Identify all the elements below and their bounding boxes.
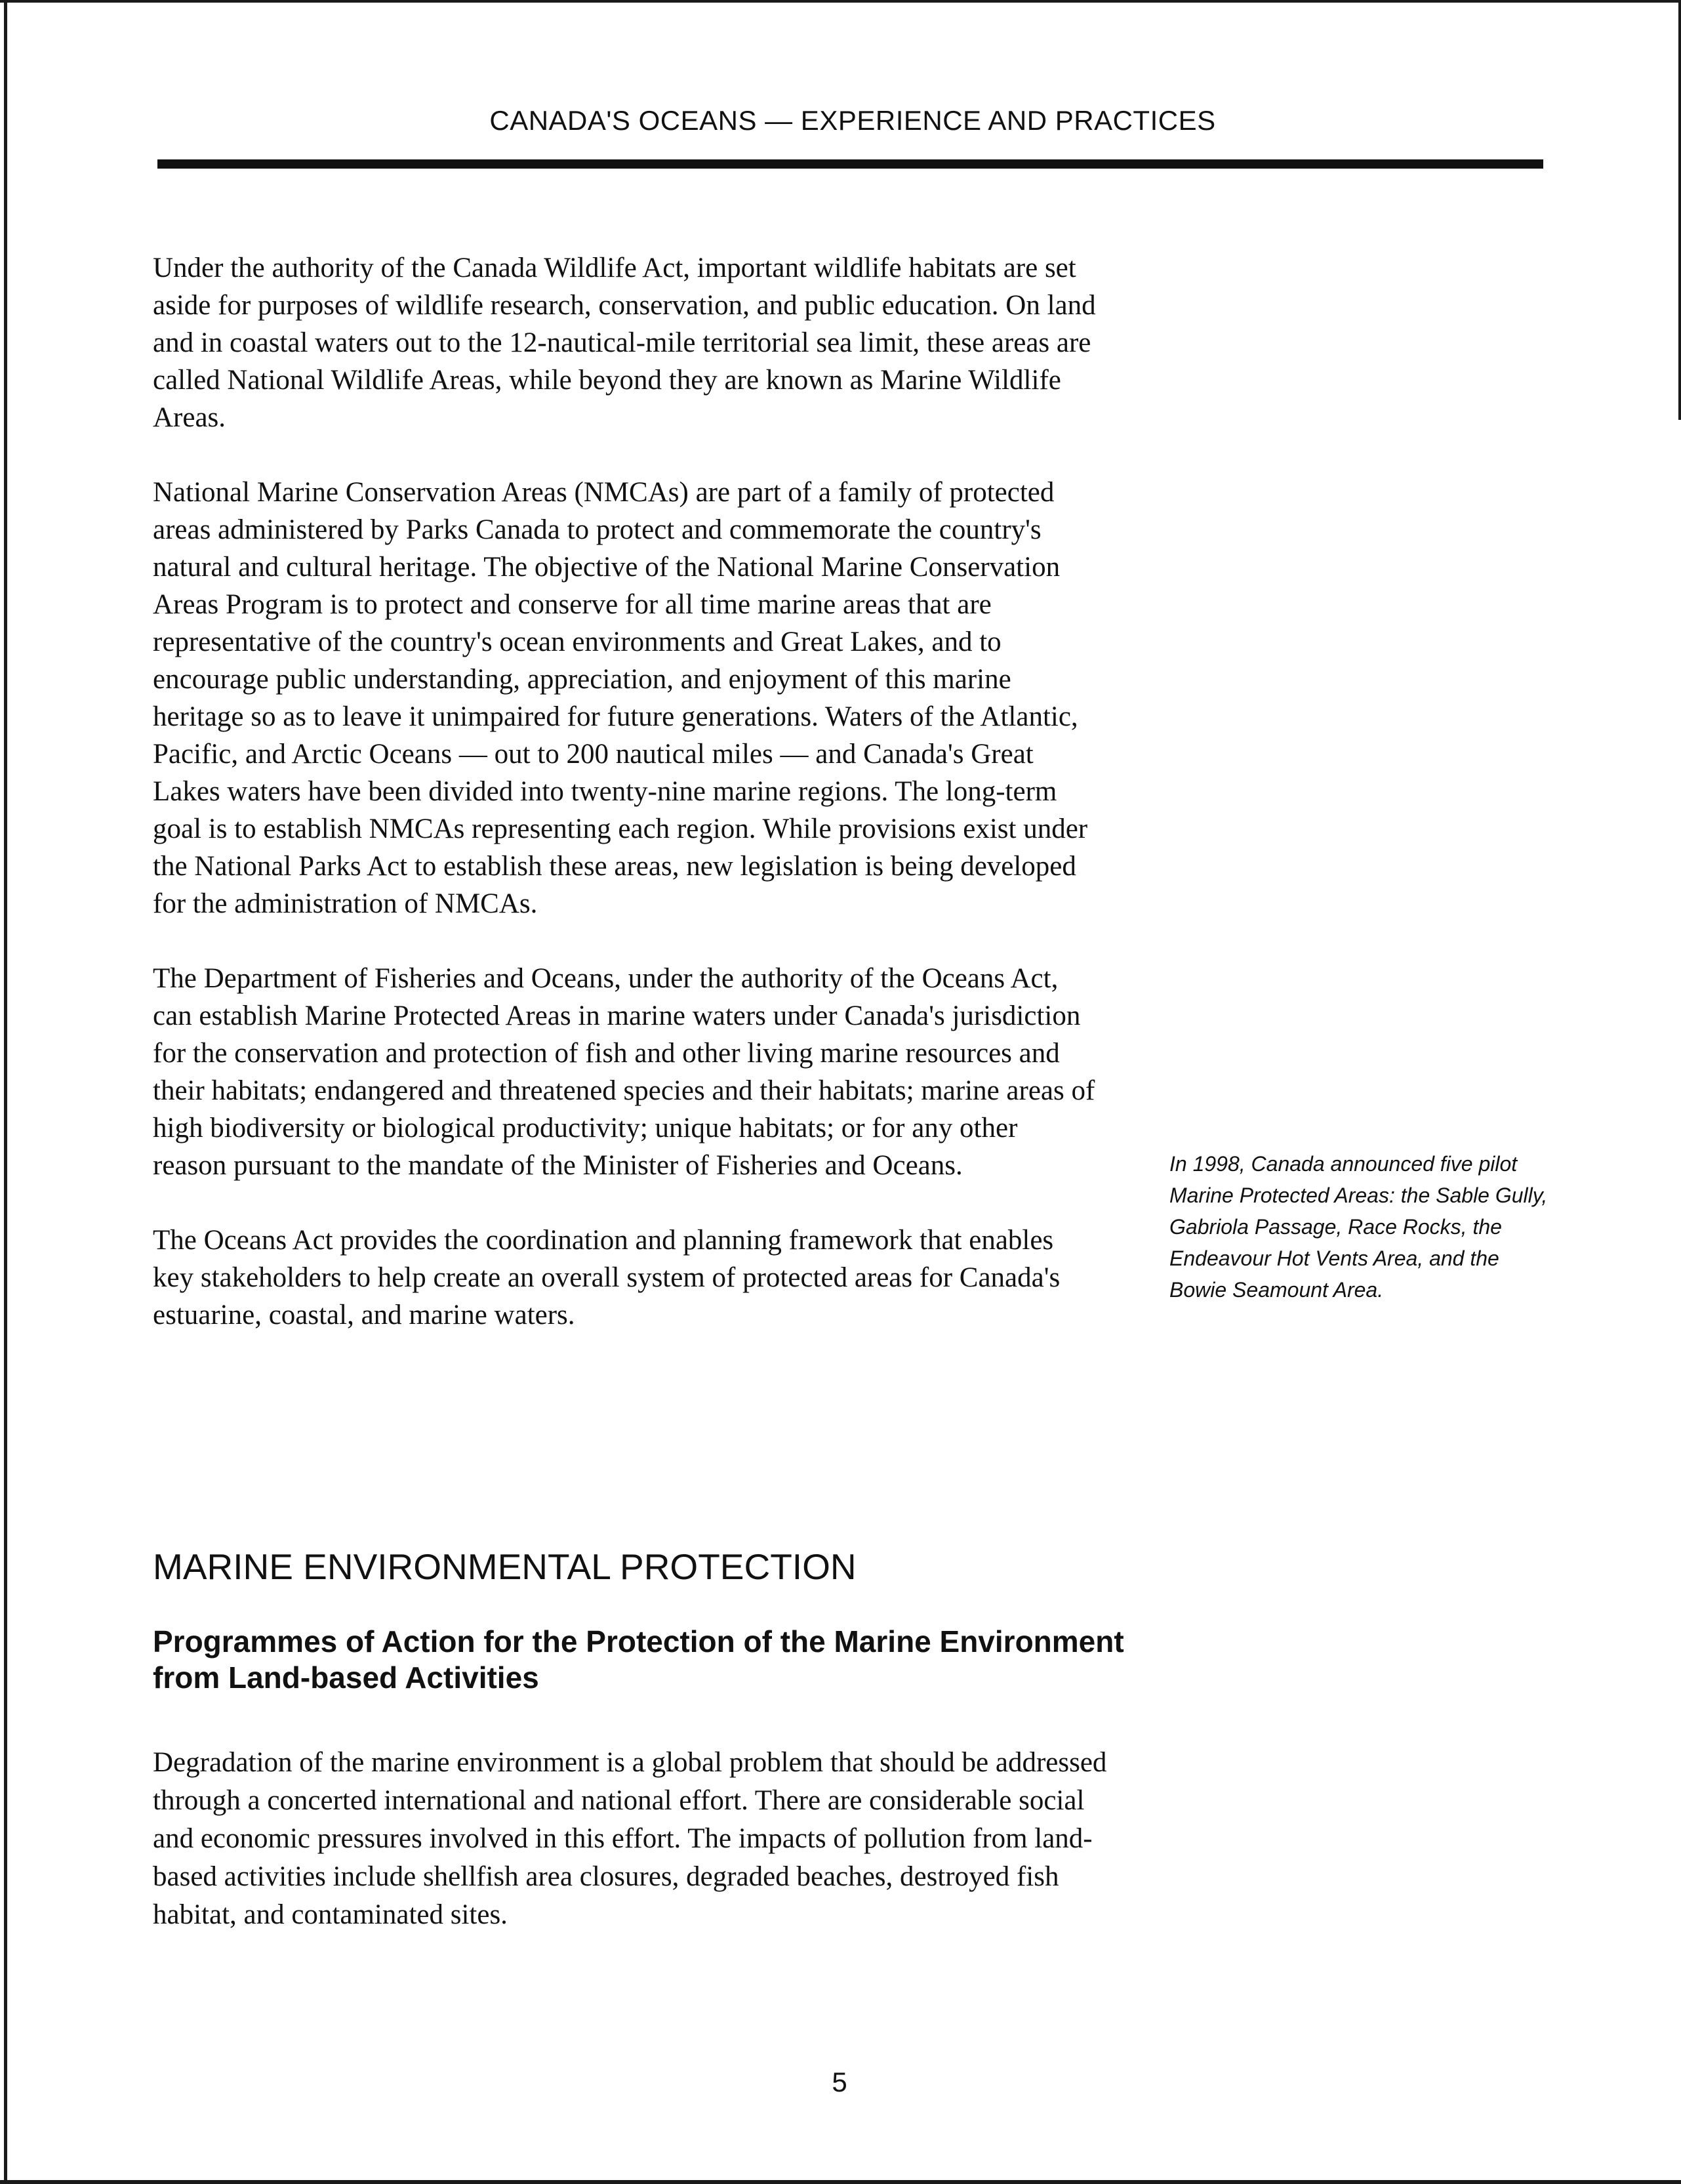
scan-edge-bottom xyxy=(0,2180,1681,2184)
header-rule xyxy=(157,159,1543,169)
running-header: CANADA'S OCEANS — EXPERIENCE AND PRACTICES xyxy=(489,105,1216,136)
scan-edge-left xyxy=(4,0,7,2184)
paragraph-wildlife-areas: Under the authority of the Canada Wildlife Act, important wildlife habitats are set aside for purposes of wildlife research, conservation, and public education. On land and in coastal waters out to the 12-nautical-mile territorial sea limit, these areas are called National Wildlife Areas, while beyond they are known as Marine Wildlife Areas. xyxy=(153,253,1096,433)
paragraph-marine-protected-areas: The Department of Fisheries and Oceans, under the authority of the Oceans Act, can establish Marine Protected Areas in marine waters under Canada's jurisdiction for the conservation and protection of fish and other living marine resources and their habitats; endangered and threatened species and their habitats; marine areas of high biodiversity or biological productivity; unique habitats; or for any other reason pursuant to the mandate of the Minister of Fisheries and Oceans. xyxy=(153,963,1095,1181)
paragraph-degradation: Degradation of the marine environment is a global problem that should be addressed through a concerted international and national effort. There are considerable social and economic pressures involved in this effort. The impacts of pollution from land-based activities include shellfish area closures, degraded beaches, destroyed fish habitat, and contaminated sites. xyxy=(153,1747,1107,1930)
paragraph-oceans-act: The Oceans Act provides the coordination and planning framework that enables key stakeholders to help create an overall system of protected areas for Canada's estuarine, coastal, and marine waters. xyxy=(153,1225,1061,1330)
page-number: 5 xyxy=(832,2067,847,2097)
scan-edge-top xyxy=(0,0,1681,3)
sub-heading: Programmes of Action for the Protection of the Marine Environment from Land-based Activities xyxy=(153,1624,1124,1695)
scan-edge-right xyxy=(1678,0,1681,420)
margin-note: In 1998, Canada announced five pilot Marine Protected Areas: the Sable Gully, Gabriola Passage, Race Rocks, the Endeavour Hot Vents Area, and the Bowie Seamount Area. xyxy=(1169,1152,1548,1302)
paragraph-nmcas: National Marine Conservation Areas (NMCAs) are part of a family of protected areas administered by Parks Canada to protect and commemorate the country's natural and cultural heritage. The objective of the National Marine Conservation Areas Program is to protect and conserve for all time marine areas that are representative of the country's ocean environments and Great Lakes, and to encourage public understanding, appreciation, and enjoyment of this marine heritage so as to leave it unimpaired for future generations. Waters of the Atlantic, Pacific, and Arctic Oceans — out to 200 nautical miles — and Canada's Great Lakes waters have been divided into twenty-nine marine regions. The long-term goal is to establish NMCAs representing each region. While provisions exist under the National Parks Act to establish these areas, new legislation is being developed for the administration of NMCAs. xyxy=(153,477,1088,919)
main-column xyxy=(153,249,1097,1371)
section-heading: MARINE ENVIRONMENTAL PROTECTION xyxy=(153,1546,857,1587)
